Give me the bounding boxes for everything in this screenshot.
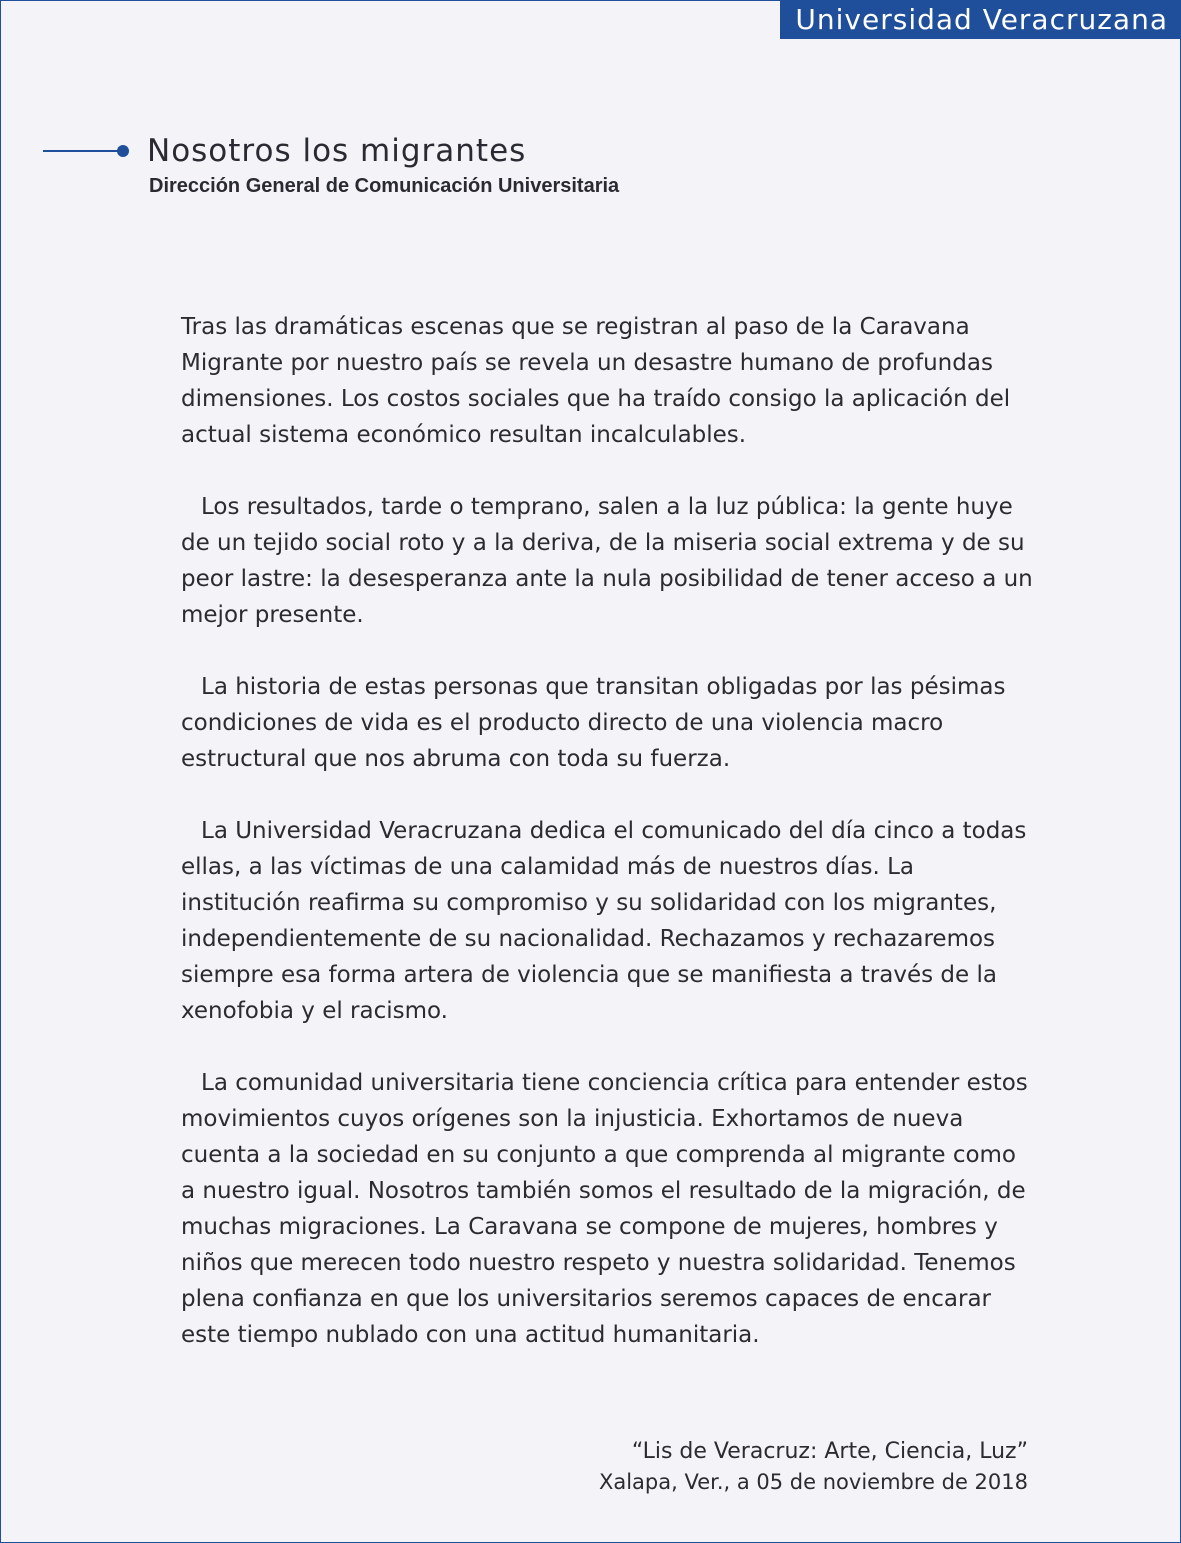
body-text <box>181 309 1036 1389</box>
page-subtitle: Dirección General de Comunicación Universitaria <box>149 175 620 197</box>
paragraph-2: Los resultados, tarde o temprano, salen a la luz pública: la gente huye de un tejido social roto y a la deriva, de la miseria social extrema y de su peor lastre: la desesperanza ante la nula posibilidad de tener acceso a un mejor presente. <box>181 494 1033 628</box>
paragraph-1: Tras las dramáticas escenas que se registran al paso de la Caravana Migrante por nuestro país se revela un desastre humano de profundas dimensiones. Los costos sociales que ha traído consigo la aplicación del actual sistema económico resultan incalculables. <box>181 314 1011 448</box>
institution-banner: Universidad Veracruzana <box>780 1 1180 39</box>
page-title: Nosotros los migrantes <box>147 133 527 169</box>
paragraph-5: La comunidad universitaria tiene conciencia crítica para entender estos movimientos cuyos orígenes son la injusticia. Exhortamos de nueva cuenta a la sociedad en su conjunto a que comprenda al migrante como a nuestro igual. Nosotros también somos el resultado de la migración, de muchas migraciones. La Caravana se compone de mujeres, hombres y niños que merecen todo nuestro respeto y nuestra solidaridad. Tenemos plena confianza en que los universitarios seremos capaces de encarar este tiempo nublado con una actitud humanitaria. <box>181 1070 1028 1348</box>
place-date: Xalapa, Ver., a 05 de noviembre de 2018 <box>598 1470 1028 1494</box>
motto: “Lis de Veracruz: Arte, Ciencia, Luz” <box>631 1439 1028 1464</box>
title-bullet-icon <box>117 145 129 157</box>
title-row <box>43 131 526 171</box>
closing-block <box>599 1437 1028 1497</box>
paragraph-4: La Universidad Veracruzana dedica el comunicado del día cinco a todas ellas, a las víctimas de una calamidad más de nuestros días. La institución reafirma su compromiso y su solidaridad con los migrantes, independientemente de su nacionalidad. Rechazamos y rechazaremos siempre esa forma artera de violencia que se manifiesta a través de la xenofobia y el racismo. <box>181 818 1027 1024</box>
title-accent-line <box>43 150 119 152</box>
paragraph-3: La historia de estas personas que transitan obligadas por las pésimas condiciones de vida es el producto directo de una violencia macro estructural que nos abruma con toda su fuerza. <box>181 674 1006 772</box>
